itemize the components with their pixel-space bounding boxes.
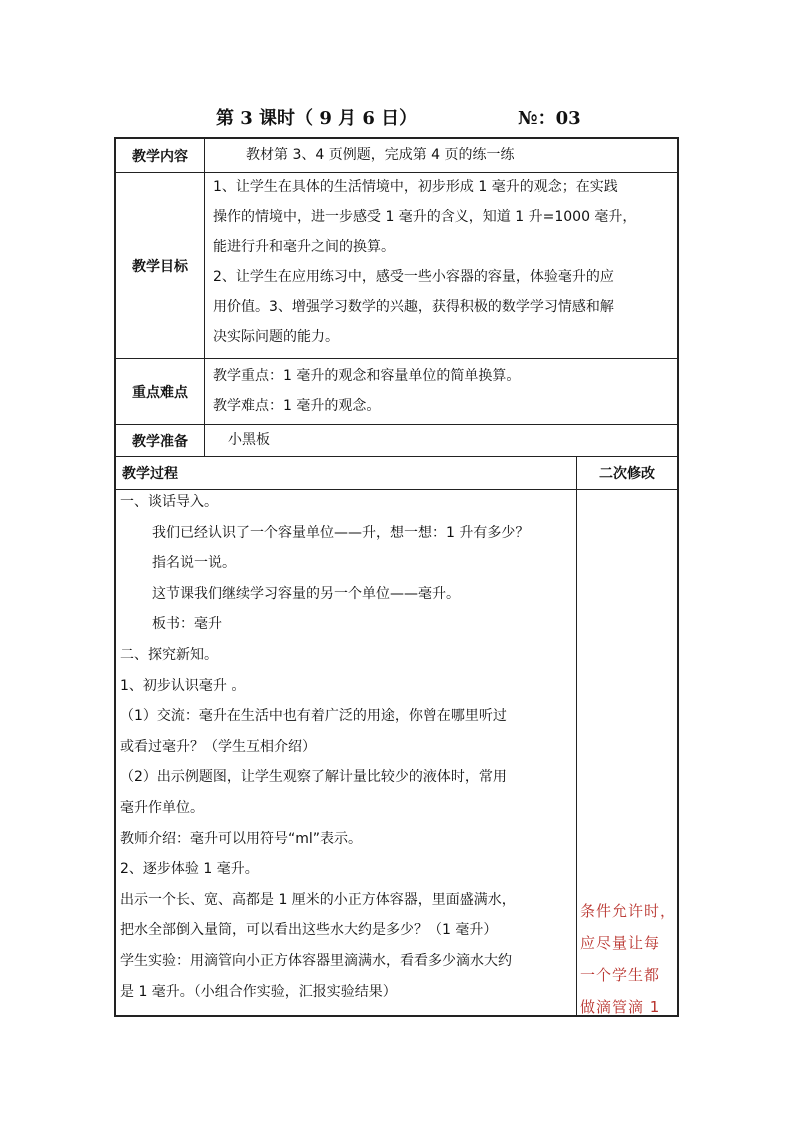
key-points-text (213, 361, 673, 423)
goals-line: 用价值。3、增强学习数学的兴趣，获得积极的数学学习情感和解 (213, 299, 614, 315)
process-line: 板书：毫升 (152, 616, 222, 633)
revise-notes (580, 895, 678, 1017)
process-line: （2）出示例题图，让学生观察了解计量比较少的液体时，常用 (120, 769, 507, 786)
process-line: 或看过毫升？（学生互相介绍） (120, 738, 316, 755)
process-line: 我们已经认识了一个容量单位——升，想一想：1 升有多少？ (152, 524, 530, 541)
goals-line: 1、让学生在具体的生活情境中，初步形成 1 毫升的观念；在实践 (213, 179, 618, 195)
process-line: 出示一个长、宽、高都是 1 厘米的小正方体容器，里面盛满水， (120, 891, 516, 908)
process-line: 学生实验：用滴管向小正方体容器里滴满水，看看多少滴水大约 (120, 952, 512, 969)
content-text: 教材第 3、4 页例题，完成第 4 页的练一练 (246, 147, 515, 163)
revise-column-divider (576, 456, 577, 1015)
lesson-header (0, 104, 794, 134)
prep-label: 教学准备 (132, 433, 188, 450)
lesson-plan-table (114, 137, 679, 1017)
goals-line: 2、让学生在应用练习中，感受一些小容器的容量，体验毫升的应 (213, 269, 614, 285)
revise-header: 二次修改 (599, 466, 655, 482)
goals-label: 教学目标 (132, 258, 188, 275)
lesson-title: 第 3 课时（ 9 月 6 日） (216, 108, 418, 129)
goals-line: 决实际问题的能力。 (213, 329, 339, 345)
label-column-divider (204, 139, 205, 456)
goals-line: 能进行升和毫升之间的换算。 (213, 239, 395, 255)
process-line: 指名说一说。 (152, 555, 236, 572)
process-line: 是 1 毫升。（小组合作实验，汇报实验结果） (120, 983, 397, 1000)
lesson-number: №：03 (518, 108, 581, 129)
process-line: 毫升作单位。 (120, 799, 204, 816)
goals-line: 操作的情境中，进一步感受 1 毫升的含义，知道 1 升=1000 毫升， (213, 209, 637, 225)
goals-text (213, 172, 673, 358)
process-line: 把水全部倒入量筒，可以看出这些水大约是多少？（1 毫升） (120, 922, 498, 939)
revise-note-line: 一个学生都 (580, 966, 661, 984)
process-line: 二、探究新知。 (120, 646, 218, 663)
process-line: 教师介绍：毫升可以用符号“ml”表示。 (120, 830, 363, 847)
prep-text: 小黑板 (228, 432, 270, 448)
process-line: 1、初步认识毫升 。 (120, 677, 246, 694)
process-header: 教学过程 (122, 466, 178, 482)
process-line: 这节课我们继续学习容量的另一个单位——毫升。 (152, 585, 460, 602)
process-line: 2、逐步体验 1 毫升。 (120, 861, 259, 878)
key-point-line: 教学重点：1 毫升的观念和容量单位的简单换算。 (213, 368, 521, 384)
process-body (120, 487, 574, 1017)
key-points-label: 重点难点 (132, 384, 188, 401)
key-point-line: 教学难点：1 毫升的观念。 (213, 398, 381, 414)
revise-note-line: 条件允许时， (580, 902, 677, 920)
process-line: （1）交流：毫升在生活中也有着广泛的用途，你曾在哪里听过 (120, 708, 507, 725)
process-line: 一、谈话导入。 (120, 494, 218, 510)
revise-note-line: 应尽量让每 (580, 934, 661, 952)
revise-note-line: 做滴管滴 1 (580, 998, 661, 1016)
content-label: 教学内容 (132, 148, 188, 165)
